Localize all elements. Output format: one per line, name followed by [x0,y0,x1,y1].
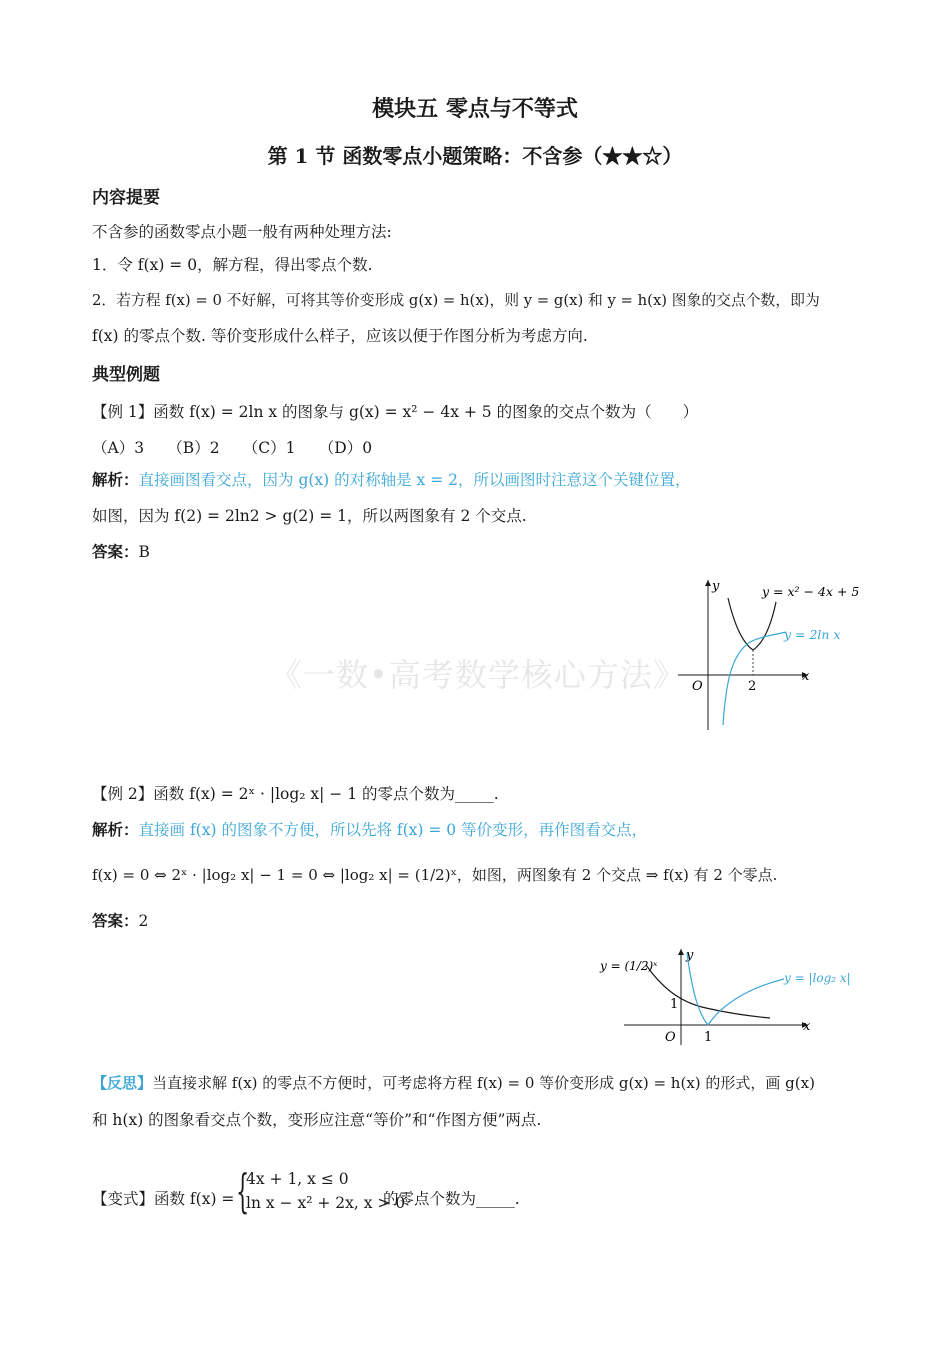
example1-answer [92,540,150,562]
variant-prefix: 【变式】函数 f(x) = [92,1190,235,1208]
example1-options: （A）3 （B）2 （C）1 （D）0 [92,439,373,457]
watermark: 《一数•高考数学核心方法》 [270,656,686,694]
summary-item-1: 1．令 f(x) = 0，解方程，得出零点个数. [92,256,373,274]
case-1: 4x + 1, x ≤ 0 [246,1170,349,1188]
case-2: ln x − x² + 2x, x > 0 [246,1194,406,1212]
answer-value: B [138,543,150,561]
origin-label: O [692,679,703,694]
log-curve-label: y = 2ln x [784,627,841,642]
example1-analysis [92,468,691,490]
reflection-line2: 和 h(x) 的图象看交点个数，变形应注意“等价”和“作图方便”两点. [92,1111,542,1129]
exp-curve-label: y = (1/2)ˣ [600,959,658,973]
reflection-line1 [92,1072,815,1093]
analysis-label: 解析： [92,820,139,839]
parabola-curve [728,598,776,650]
answer-value: 2 [138,912,149,930]
summary-intro: 不含参的函数零点小题一般有两种处理方法: [92,223,392,241]
tick-label-2: 2 [748,679,757,694]
example1-graph [670,570,870,735]
y-axis-label: y [712,579,720,594]
reflection-label: 【反思】 [92,1074,153,1092]
brace-symbol: { [236,1164,250,1218]
tick-label-x1: 1 [704,1030,713,1045]
examples-heading: 典型例题 [92,365,160,385]
parabola-label: y = x² − 4x + 5 [762,584,860,599]
example1-analysis-line2: 如图，因为 f(2) = 2ln2 > g(2) = 1，所以两图象有 2 个交点. [92,507,527,525]
origin-label: O [665,1030,676,1045]
example1-question: 【例 1】函数 f(x) = 2ln x 的图象与 g(x) = x² − 4x + 5 的图象的交点个数为（ ） [92,403,699,421]
page-title: 模块五 零点与不等式 [372,96,578,122]
example2-answer [92,909,148,931]
piecewise-cases [246,1170,405,1212]
x-axis-label: x [802,669,810,684]
example2-graph [598,945,868,1055]
x-axis-label: x [803,1019,811,1034]
analysis-label: 解析： [92,470,139,489]
section-subtitle: 第 1 节 函数零点小题策略：不含参（★★☆） [267,144,683,168]
summary-heading: 内容提要 [92,188,160,208]
summary-item-2a: 2．若方程 f(x) = 0 不好解，可将其等价变形成 g(x) = h(x)，则 y = g(x) 和 y = h(x) 图象的交点个数，即为 [92,292,820,309]
tick-label-y1: 1 [670,997,679,1012]
example2-question: 【例 2】函数 f(x) = 2ˣ · |log₂ x| − 1 的零点个数为_____. [92,785,499,803]
summary-item-2b: f(x) 的零点个数. 等价变形成什么样子，应该以便于作图分析为考虑方向. [92,327,588,345]
exp-curve [646,965,770,1018]
analysis-text: 直接画图看交点，因为 g(x) 的对称轴是 x = 2，所以画图时注意这个关键位置， [138,471,691,489]
example2-analysis [92,818,647,840]
answer-label: 答案： [92,542,139,561]
reflection-text-1: 当直接求解 f(x) 的零点不方便时，可考虑将方程 f(x) = 0 等价变形成 g(x) = h(x) 的形式，画 g(x) [152,1074,815,1092]
variant-suffix: 的零点个数为_____. [383,1190,520,1208]
analysis-text: 直接画 f(x) 的图象不方便，所以先将 f(x) = 0 等价变形，再作图看交点， [138,821,648,839]
example2-analysis-line2: f(x) = 0 ⇔ 2ˣ · |log₂ x| − 1 = 0 ⇔ |log₂ x| = (1/2)ˣ，如图，两图象有 2 个交点 ⇒ f(x) 有 2 个零点. [92,866,778,884]
y-axis-label: y [686,948,694,963]
answer-label: 答案： [92,911,139,930]
abs-log-curve-label: y = |log₂ x| [784,971,851,985]
